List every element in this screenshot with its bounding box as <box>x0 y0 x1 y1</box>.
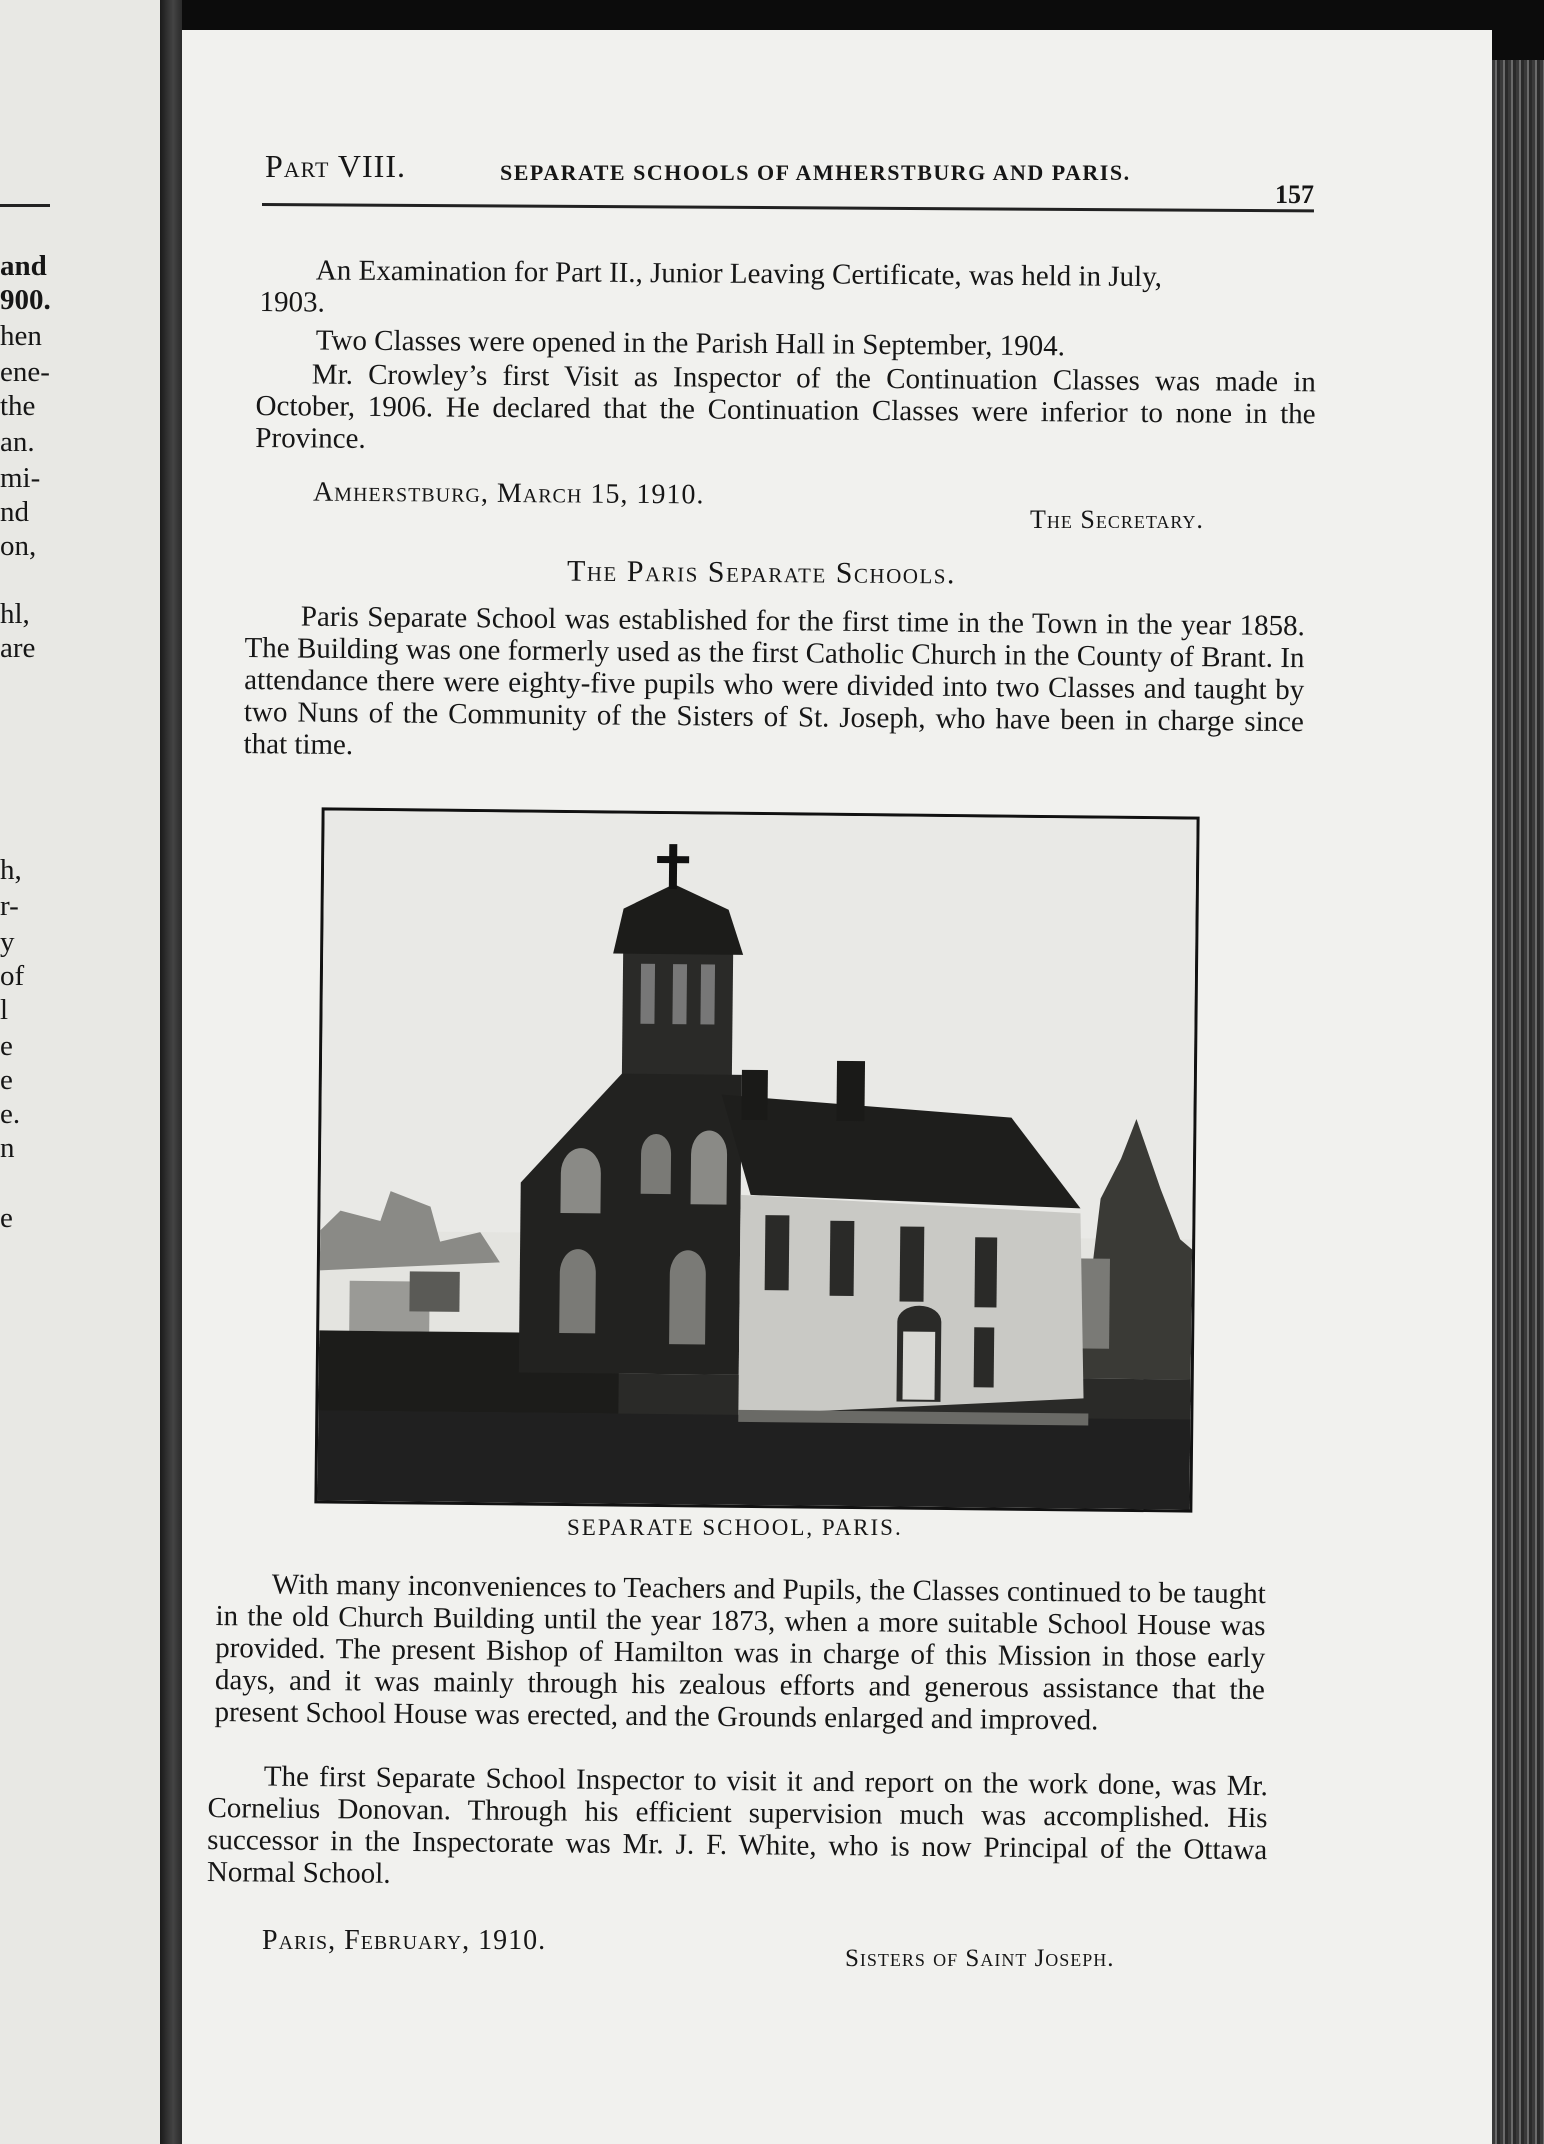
page-number: 157 <box>1275 180 1314 209</box>
book-gutter <box>160 0 182 2144</box>
facing-page-fragment: of <box>0 960 25 992</box>
facing-page-fragment: e <box>0 1030 13 1062</box>
paragraph-classes-opened: Two Classes were opened in the Parish Hall in September, 1904. <box>315 324 1066 363</box>
place-date-amherstburg: Amherstburg, March 15, 1910. <box>312 476 705 511</box>
facing-page-fragment: the <box>0 390 36 422</box>
facing-page-fragment: are <box>0 632 36 664</box>
facing-page-fragment: hen <box>0 320 42 352</box>
page-edges <box>1492 60 1544 2144</box>
facing-page-fragment: and <box>0 250 47 282</box>
facing-page-fragment: e <box>0 1064 13 1096</box>
paragraph-text: 1903. <box>259 285 325 319</box>
paragraph-text: An Examination for Part II., Junior Leaving Certificate, was held in July, <box>315 254 1163 294</box>
place-date-paris: Paris, February, 1910. <box>262 1925 547 1956</box>
paragraph-crowley-visit: Mr. Crowley’s first Visit as Inspector of the Continuation Classes was made in October, 1906. He declared that the Continuation Classes were inferior to none in the Province. <box>255 358 1316 455</box>
facing-page-fragment: mi- <box>0 462 41 494</box>
school-building-image <box>317 810 1196 1509</box>
running-head-part: Part VIII. <box>265 148 406 184</box>
signature-sisters: Sisters of Saint Joseph. <box>845 1945 1115 1972</box>
school-photograph <box>314 807 1199 1512</box>
facing-page-fragment: r- <box>0 890 19 922</box>
facing-page-fragment: ene- <box>0 356 50 388</box>
facing-page-fragment: y <box>0 926 15 958</box>
facing-page-rule <box>0 204 50 207</box>
facing-page-fragment: l <box>0 994 9 1026</box>
facing-page-fragment: n <box>0 1132 15 1164</box>
section-heading: The Paris Separate Schools. <box>566 554 957 591</box>
facing-page-fragment: nd <box>0 496 29 528</box>
facing-page-fragment: 900. <box>0 284 51 316</box>
facing-page-fragment: h, <box>0 854 22 886</box>
signature-secretary: The Secretary. <box>1030 505 1204 534</box>
paragraph-examination <box>259 254 1314 326</box>
facing-page-fragment: hl, <box>0 598 30 630</box>
photo-caption: SEPARATE SCHOOL, PARIS. <box>567 1515 903 1540</box>
paragraph-inspectors: The first Separate School Inspector to visit it and report on the work done, was Mr. Cornelius Donovan. Through his efficient supervision much was accomplished. His successor in the Inspectorate was Mr. J. F. White, who is now Principal of the Ottawa Normal School. <box>206 1760 1268 1890</box>
paragraph-paris-history: Paris Separate School was established for the first time in the Town in the year 1858. The Building was one formerly used as the first Catholic Church in the County of Brant. In attendance there were eighty-five pupils who were divided into two Classes and taught by two Nuns of the Community of the Sisters of St. Joseph, who have been in charge since that time. <box>243 600 1305 762</box>
facing-page-fragment: an. <box>0 426 35 458</box>
running-head-title: SEPARATE SCHOOLS OF AMHERSTBURG AND PARIS. <box>500 160 1131 185</box>
facing-page <box>0 0 160 2144</box>
facing-page-fragment: on, <box>0 530 37 562</box>
paragraph-inconveniences: With many inconveniences to Teachers and Pupils, the Classes continued to be taught in the old Church Building until the year 1873, when a more suitable School House was provided. The present Bishop of Hamilton was in charge of this Mission in those early days, and it was mainly through his zealous efforts and generous assistance that the present School House was erected, and the Grounds enlarged and improved. <box>214 1568 1266 1737</box>
facing-page-fragment: e <box>0 1202 13 1234</box>
facing-page-fragment: e. <box>0 1098 21 1130</box>
